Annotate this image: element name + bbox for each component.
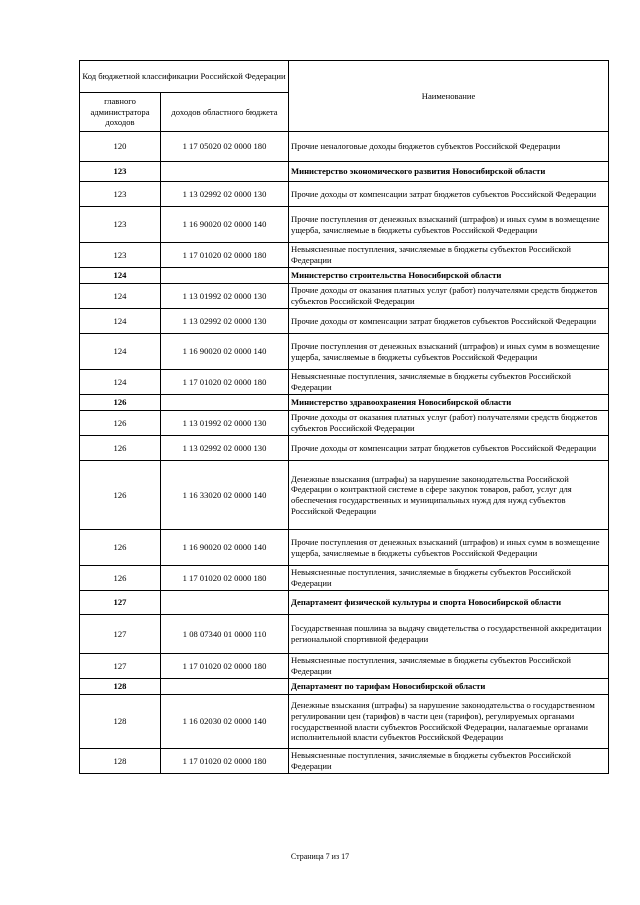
header-row-top: [80, 61, 609, 93]
admin-code-cell: 120: [80, 132, 161, 162]
admin-code-cell: 126: [80, 436, 161, 461]
admin-code-cell: 128: [80, 679, 161, 695]
table-row: [80, 132, 609, 162]
income-code-cell: [161, 591, 289, 615]
income-code-cell: [161, 679, 289, 695]
budget-code-table: [79, 60, 609, 774]
income-code-cell: 1 17 01020 02 0000 180: [161, 654, 289, 679]
admin-code-cell: 126: [80, 411, 161, 436]
name-cell: Невыясненные поступления, зачисляемые в бюджеты субъектов Российской Федерации: [289, 370, 609, 395]
admin-code-cell: 123: [80, 243, 161, 268]
table-row-section: [80, 679, 609, 695]
name-cell: Департамент по тарифам Новосибирской области: [289, 679, 609, 695]
income-code-cell: 1 16 90020 02 0000 140: [161, 530, 289, 566]
name-cell: Прочие поступления от денежных взысканий (штрафов) и иных сумм в возмещение ущерба, зачисляемые в бюджеты субъектов Российской Федерации: [289, 207, 609, 243]
table-row-section: [80, 395, 609, 411]
income-code-cell: 1 17 01020 02 0000 180: [161, 243, 289, 268]
table-row: [80, 566, 609, 591]
income-code-cell: [161, 268, 289, 284]
income-code-cell: 1 13 01992 02 0000 130: [161, 411, 289, 436]
income-code-cell: 1 13 02992 02 0000 130: [161, 436, 289, 461]
admin-code-cell: 127: [80, 654, 161, 679]
income-code-cell: [161, 395, 289, 411]
table-row-section: [80, 162, 609, 182]
name-cell: Министерство экономического развития Новосибирской области: [289, 162, 609, 182]
table-row: [80, 749, 609, 774]
income-code-cell: 1 08 07340 01 0000 110: [161, 615, 289, 654]
admin-code-cell: 128: [80, 695, 161, 749]
income-code-cell: 1 17 01020 02 0000 180: [161, 370, 289, 395]
name-column-header: Наименование: [289, 61, 609, 132]
name-cell: Прочие доходы от компенсации затрат бюджетов субъектов Российской Федерации: [289, 436, 609, 461]
admin-code-cell: 127: [80, 591, 161, 615]
income-code-cell: 1 17 05020 02 0000 180: [161, 132, 289, 162]
admin-code-cell: 124: [80, 268, 161, 284]
income-code-cell: 1 13 02992 02 0000 130: [161, 182, 289, 207]
income-code-cell: 1 16 90020 02 0000 140: [161, 334, 289, 370]
income-code-cell: 1 16 02030 02 0000 140: [161, 695, 289, 749]
table-row: [80, 243, 609, 268]
admin-code-cell: 123: [80, 207, 161, 243]
admin-code-cell: 124: [80, 309, 161, 334]
admin-code-cell: 127: [80, 615, 161, 654]
income-code-cell: 1 13 02992 02 0000 130: [161, 309, 289, 334]
admin-code-cell: 128: [80, 749, 161, 774]
name-cell: Прочие доходы от оказания платных услуг (работ) получателями средств бюджетов субъектов Российской Федерации: [289, 284, 609, 309]
table-row: [80, 370, 609, 395]
income-column-header: доходов областного бюджета: [161, 93, 289, 132]
table-row: [80, 654, 609, 679]
table-row-section: [80, 268, 609, 284]
table-row: [80, 334, 609, 370]
table-row: [80, 309, 609, 334]
table-row: [80, 615, 609, 654]
name-cell: Невыясненные поступления, зачисляемые в бюджеты субъектов Российской Федерации: [289, 566, 609, 591]
name-cell: Прочие доходы от оказания платных услуг (работ) получателями средств бюджетов субъектов Российской Федерации: [289, 411, 609, 436]
admin-code-cell: 124: [80, 284, 161, 309]
admin-code-cell: 123: [80, 182, 161, 207]
name-cell: Министерство строительства Новосибирской области: [289, 268, 609, 284]
name-cell: Прочие доходы от компенсации затрат бюджетов субъектов Российской Федерации: [289, 309, 609, 334]
name-cell: Прочие поступления от денежных взысканий (штрафов) и иных сумм в возмещение ущерба, зачисляемые в бюджеты субъектов Российской Федерации: [289, 334, 609, 370]
income-code-cell: [161, 162, 289, 182]
table-row: [80, 461, 609, 530]
admin-code-cell: 126: [80, 566, 161, 591]
name-cell: Невыясненные поступления, зачисляемые в бюджеты субъектов Российской Федерации: [289, 654, 609, 679]
name-cell: Прочие доходы от компенсации затрат бюджетов субъектов Российской Федерации: [289, 182, 609, 207]
income-code-cell: 1 13 01992 02 0000 130: [161, 284, 289, 309]
table-row: [80, 207, 609, 243]
admin-code-cell: 126: [80, 530, 161, 566]
name-cell: Государственная пошлина за выдачу свидетельства о государственной аккредитации региональной спортивной федерации: [289, 615, 609, 654]
name-cell: Денежные взыскания (штрафы) за нарушение законодательства Российской Федерации о контрактной системе в сфере закупок товаров, работ, услуг для обеспечения государственных и муниципальных нужд для нужд субъектов Российской Федерации: [289, 461, 609, 530]
name-cell: Невыясненные поступления, зачисляемые в бюджеты субъектов Российской Федерации: [289, 243, 609, 268]
table-row: [80, 284, 609, 309]
table-row: [80, 695, 609, 749]
income-code-cell: 1 17 01020 02 0000 180: [161, 566, 289, 591]
name-cell: Невыясненные поступления, зачисляемые в бюджеты субъектов Российской Федерации: [289, 749, 609, 774]
table-row-section: [80, 591, 609, 615]
admin-code-cell: 126: [80, 461, 161, 530]
table-body: [80, 132, 609, 774]
admin-code-cell: 126: [80, 395, 161, 411]
table-row: [80, 411, 609, 436]
table-row: [80, 436, 609, 461]
name-cell: Денежные взыскания (штрафы) за нарушение законодательства о государственном регулировании цен (тарифов) в части цен (тарифов), регулируемых органами государственной власти субъектов Российской Федерации, налагаемые органами исполнительной власти субъектов Российской Федерации: [289, 695, 609, 749]
admin-code-cell: 124: [80, 334, 161, 370]
admin-code-cell: 124: [80, 370, 161, 395]
name-cell: Министерство здравоохранения Новосибирской области: [289, 395, 609, 411]
name-cell: Прочие неналоговые доходы бюджетов субъектов Российской Федерации: [289, 132, 609, 162]
budget-code-table-container: [79, 60, 608, 774]
name-cell: Прочие поступления от денежных взысканий (штрафов) и иных сумм в возмещение ущерба, зачисляемые в бюджеты субъектов Российской Федерации: [289, 530, 609, 566]
admin-column-header: главного администратора доходов: [80, 93, 161, 132]
income-code-cell: 1 16 33020 02 0000 140: [161, 461, 289, 530]
page-number: Страница 7 из 17: [290, 852, 350, 861]
income-code-cell: 1 16 90020 02 0000 140: [161, 207, 289, 243]
name-cell: Департамент физической культуры и спорта Новосибирской области: [289, 591, 609, 615]
admin-code-cell: 123: [80, 162, 161, 182]
table-row: [80, 530, 609, 566]
table-row: [80, 182, 609, 207]
income-code-cell: 1 17 01020 02 0000 180: [161, 749, 289, 774]
code-group-header: Код бюджетной классификации Российской Федерации: [80, 61, 289, 93]
